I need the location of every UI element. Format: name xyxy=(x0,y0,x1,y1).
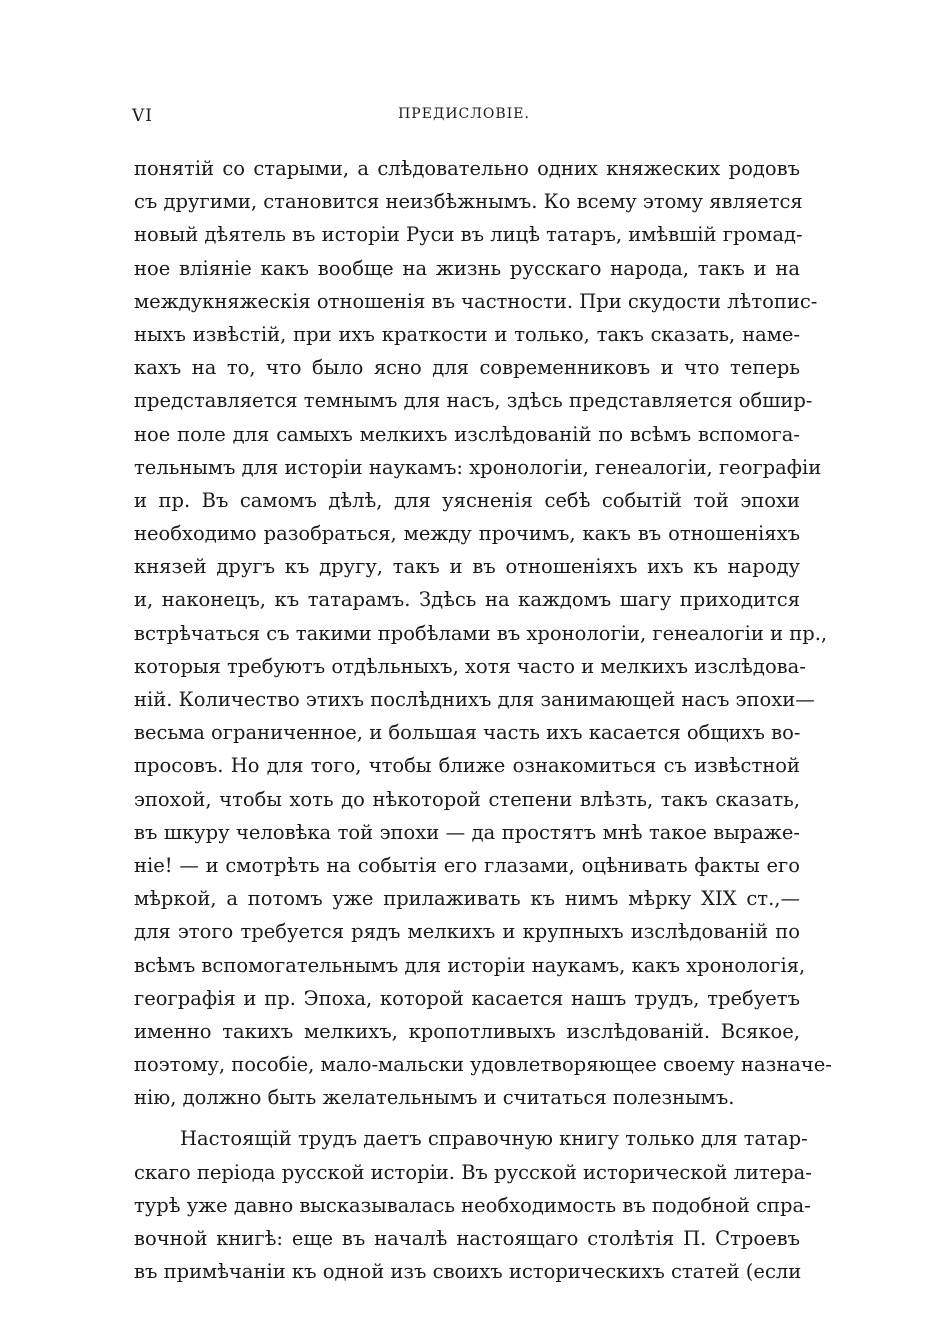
text-line: представляется темнымъ для насъ, здѣсь представляется обшир- xyxy=(134,389,813,413)
text-line: ное вліяніе какъ вообще на жизнь русскаго народа, такъ и на xyxy=(134,256,800,280)
text-line: тельнымъ для исторіи наукамъ: хронологіи, генеалогіи, географіи xyxy=(134,455,822,479)
running-head xyxy=(126,104,802,130)
body-text xyxy=(134,152,832,1288)
text-line: скаго періода русской исторіи. Въ русской исторической литера- xyxy=(134,1160,812,1184)
text-line: ное поле для самыхъ мелкихъ изслѣдованій по всѣмъ вспомога- xyxy=(134,422,800,446)
text-line: нію, должно быть желательнымъ и считаться полезнымъ. xyxy=(134,1086,735,1110)
text-line: мѣркой, а потомъ уже прилаживать къ нимъ мѣрку XIX ст.,— xyxy=(134,887,800,911)
text-line: и пр. Въ самомъ дѣлѣ, для уясненія себѣ событій той эпохи xyxy=(134,488,800,512)
text-line: князей другъ къ другу, такъ и въ отношеніяхъ ихъ къ народу xyxy=(134,555,800,579)
text-line: въ шкуру человѣка той эпохи — да простятъ мнѣ такое выраже- xyxy=(134,820,800,844)
running-title: ПРЕДИСЛОВІЕ. xyxy=(398,106,530,122)
text-line: которыя требуютъ отдѣльныхъ, хотя часто и мелкихъ изслѣдова- xyxy=(134,654,806,678)
paragraph xyxy=(134,152,832,1114)
text-line: кахъ на то, что было ясно для современниковъ и что теперь xyxy=(134,356,800,380)
text-line: всѣмъ вспомогательнымъ для исторіи наукамъ, какъ хронологія, xyxy=(134,953,806,977)
text-line: понятій со старыми, а слѣдовательно одних княжеских родовъ xyxy=(134,157,800,180)
text-line: и, наконецъ, къ татарамъ. Здѣсь на каждомъ шагу приходится xyxy=(134,588,800,612)
text-line: ній. Количество этихъ послѣднихъ для занимающей насъ эпохи— xyxy=(134,688,815,711)
text-line: просовъ. Но для того, чтобы ближе ознакомиться съ извѣстной xyxy=(134,754,800,778)
text-line: для этого требуется рядъ мелкихъ и крупныхъ изслѣдованій по xyxy=(134,920,800,944)
text-line: весьма ограниченное, и большая часть ихъ касается общихъ во- xyxy=(134,721,801,745)
paragraph xyxy=(134,1122,812,1288)
text-line: съ другими, становится неизбѣжнымъ. Ко всему этому является xyxy=(134,190,803,214)
text-line: поэтому, пособіе, мало-мальски удовлетворяющее своему назначе- xyxy=(134,1053,832,1077)
page-number: VI xyxy=(132,106,153,126)
text-line: въ примѣчаніи къ одной изъ своихъ историческихъ статей (если xyxy=(134,1260,802,1284)
text-line: географія и пр. Эпоха, которой касается нашъ трудъ, требуетъ xyxy=(134,986,800,1010)
text-line: встрѣчаться съ такими пробѣлами въ хронологіи, генеалогіи и пр., xyxy=(134,621,828,645)
text-line: междукняжескія отношенія въ частности. При скудости лѣтопис- xyxy=(134,289,818,313)
text-line: эпохой, чтобы хоть до нѣкоторой степени влѣзть, такъ сказать, xyxy=(134,787,800,811)
text-line: вочной книгѣ: еще въ началѣ настоящаго столѣтія П. Строевъ xyxy=(134,1227,800,1250)
text-line: новый дѣятель въ исторіи Руси въ лицѣ татаръ, имѣвшій громад- xyxy=(134,223,803,247)
paragraph-gap xyxy=(134,1114,800,1122)
text-line: именно такихъ мелкихъ, кропотливыхъ изслѣдованій. Всякое, xyxy=(134,1019,800,1043)
text-line: ніе! — и смотрѣть на событія его глазами, оцѣнивать факты его xyxy=(134,853,800,877)
text-line: турѣ уже давно высказывалась необходимость въ подобной спра- xyxy=(134,1193,811,1217)
text-line: необходимо разобраться, между прочимъ, какъ въ отношеніяхъ xyxy=(134,522,800,546)
text-line: ныхъ извѣстій, при ихъ краткости и только, такъ сказать, наме- xyxy=(134,322,800,346)
text-line: Настоящій трудъ даетъ справочную книгу только для татар- xyxy=(180,1127,808,1151)
